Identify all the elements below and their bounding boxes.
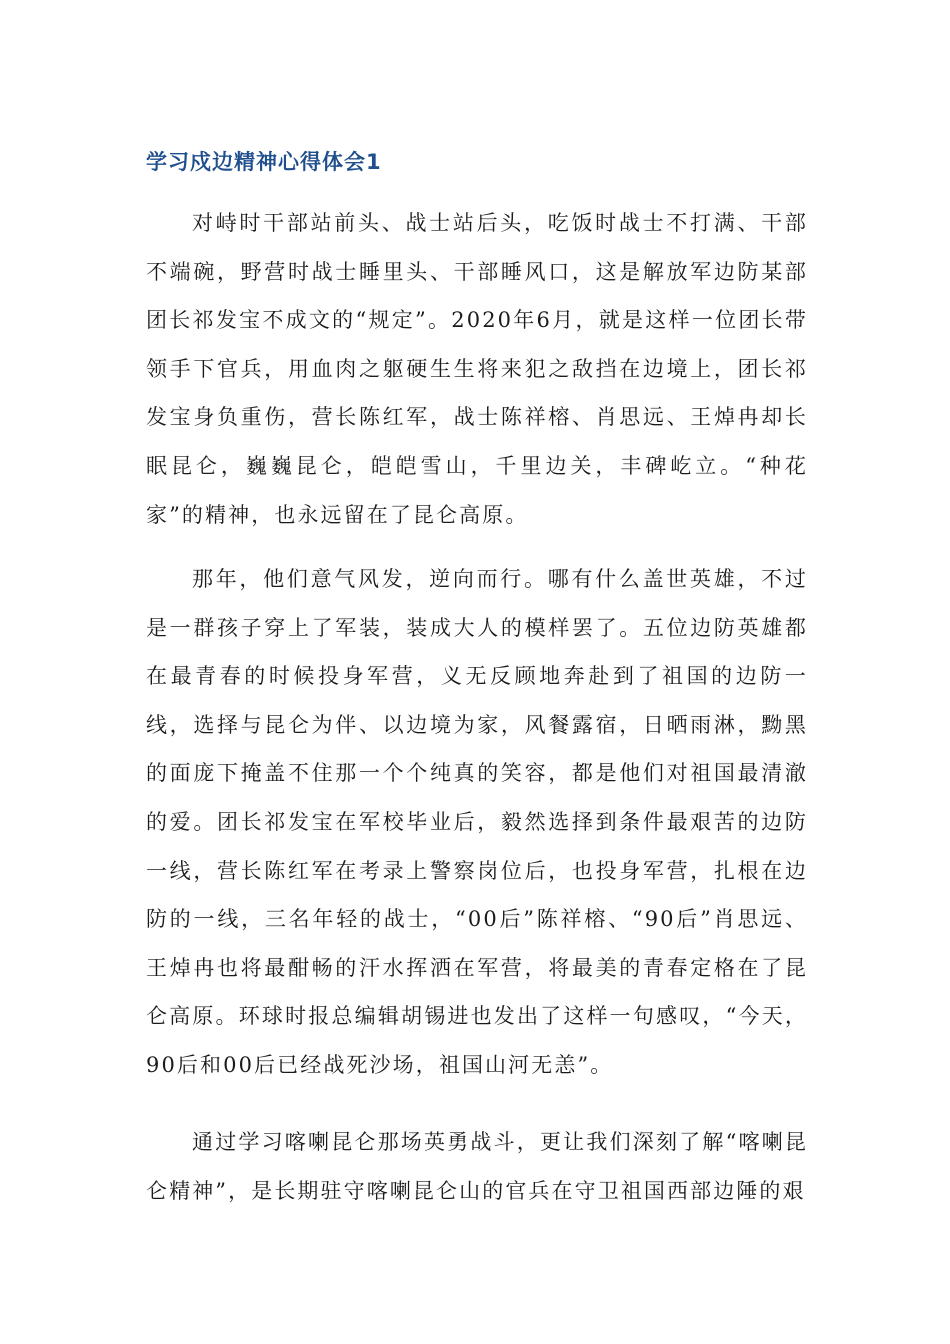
paragraph-1: 对峙时干部站前头、战士站后头，吃饭时战士不打满、干部不端碗，野营时战士睡里头、干部睡风口，这是解放军边防某部团长祁发宝不成文的“规定”。2020年6月，就是这样一位团长带领手下官兵，用血肉之躯硬生生将来犯之敌挡在边境上，团长祁发宝身负重伤，营长陈红军，战士陈祥榕、肖思远、王焯冉却长眠昆仑，巍巍昆仑，皑皑雪山，千里边关，丰碑屹立。“种花家”的精神，也永远留在了昆仑高原。 bbox=[146, 211, 808, 527]
paragraph-3: 通过学习喀喇昆仑那场英勇战斗，更让我们深刻了解“喀喇昆仑精神”，是长期驻守喀喇昆仑山的官兵在守卫祖国西部边陲的艰 bbox=[146, 1130, 808, 1203]
document-title: 学习戍边精神心得体会1 bbox=[146, 150, 382, 174]
paragraph-2: 那年，他们意气风发，逆向而行。哪有什么盖世英雄，不过是一群孩子穿上了军装，装成大人的模样罢了。五位边防英雄都在最青春的时候投身军营，义无反顾地奔赴到了祖国的边防一线，选择与昆仑为伴、以边境为家，风餐露宿，日晒雨淋，黝黑的面庞下掩盖不住那一个个纯真的笑容，都是他们对祖国最清澈的爱。团长祁发宝在军校毕业后，毅然选择到条件最艰苦的边防一线，营长陈红军在考录上警察岗位后，也投身军营，扎根在边防的一线，三名年轻的战士，“00后”陈祥榕、“90后”肖思远、王焯冉也将最酣畅的汗水挥洒在军营，将最美的青春定格在了昆仑高原。环球时报总编辑胡锡进也发出了这样一句感叹，“今天，90后和00后已经战死沙场，祖国山河无恙”。 bbox=[146, 567, 808, 1077]
